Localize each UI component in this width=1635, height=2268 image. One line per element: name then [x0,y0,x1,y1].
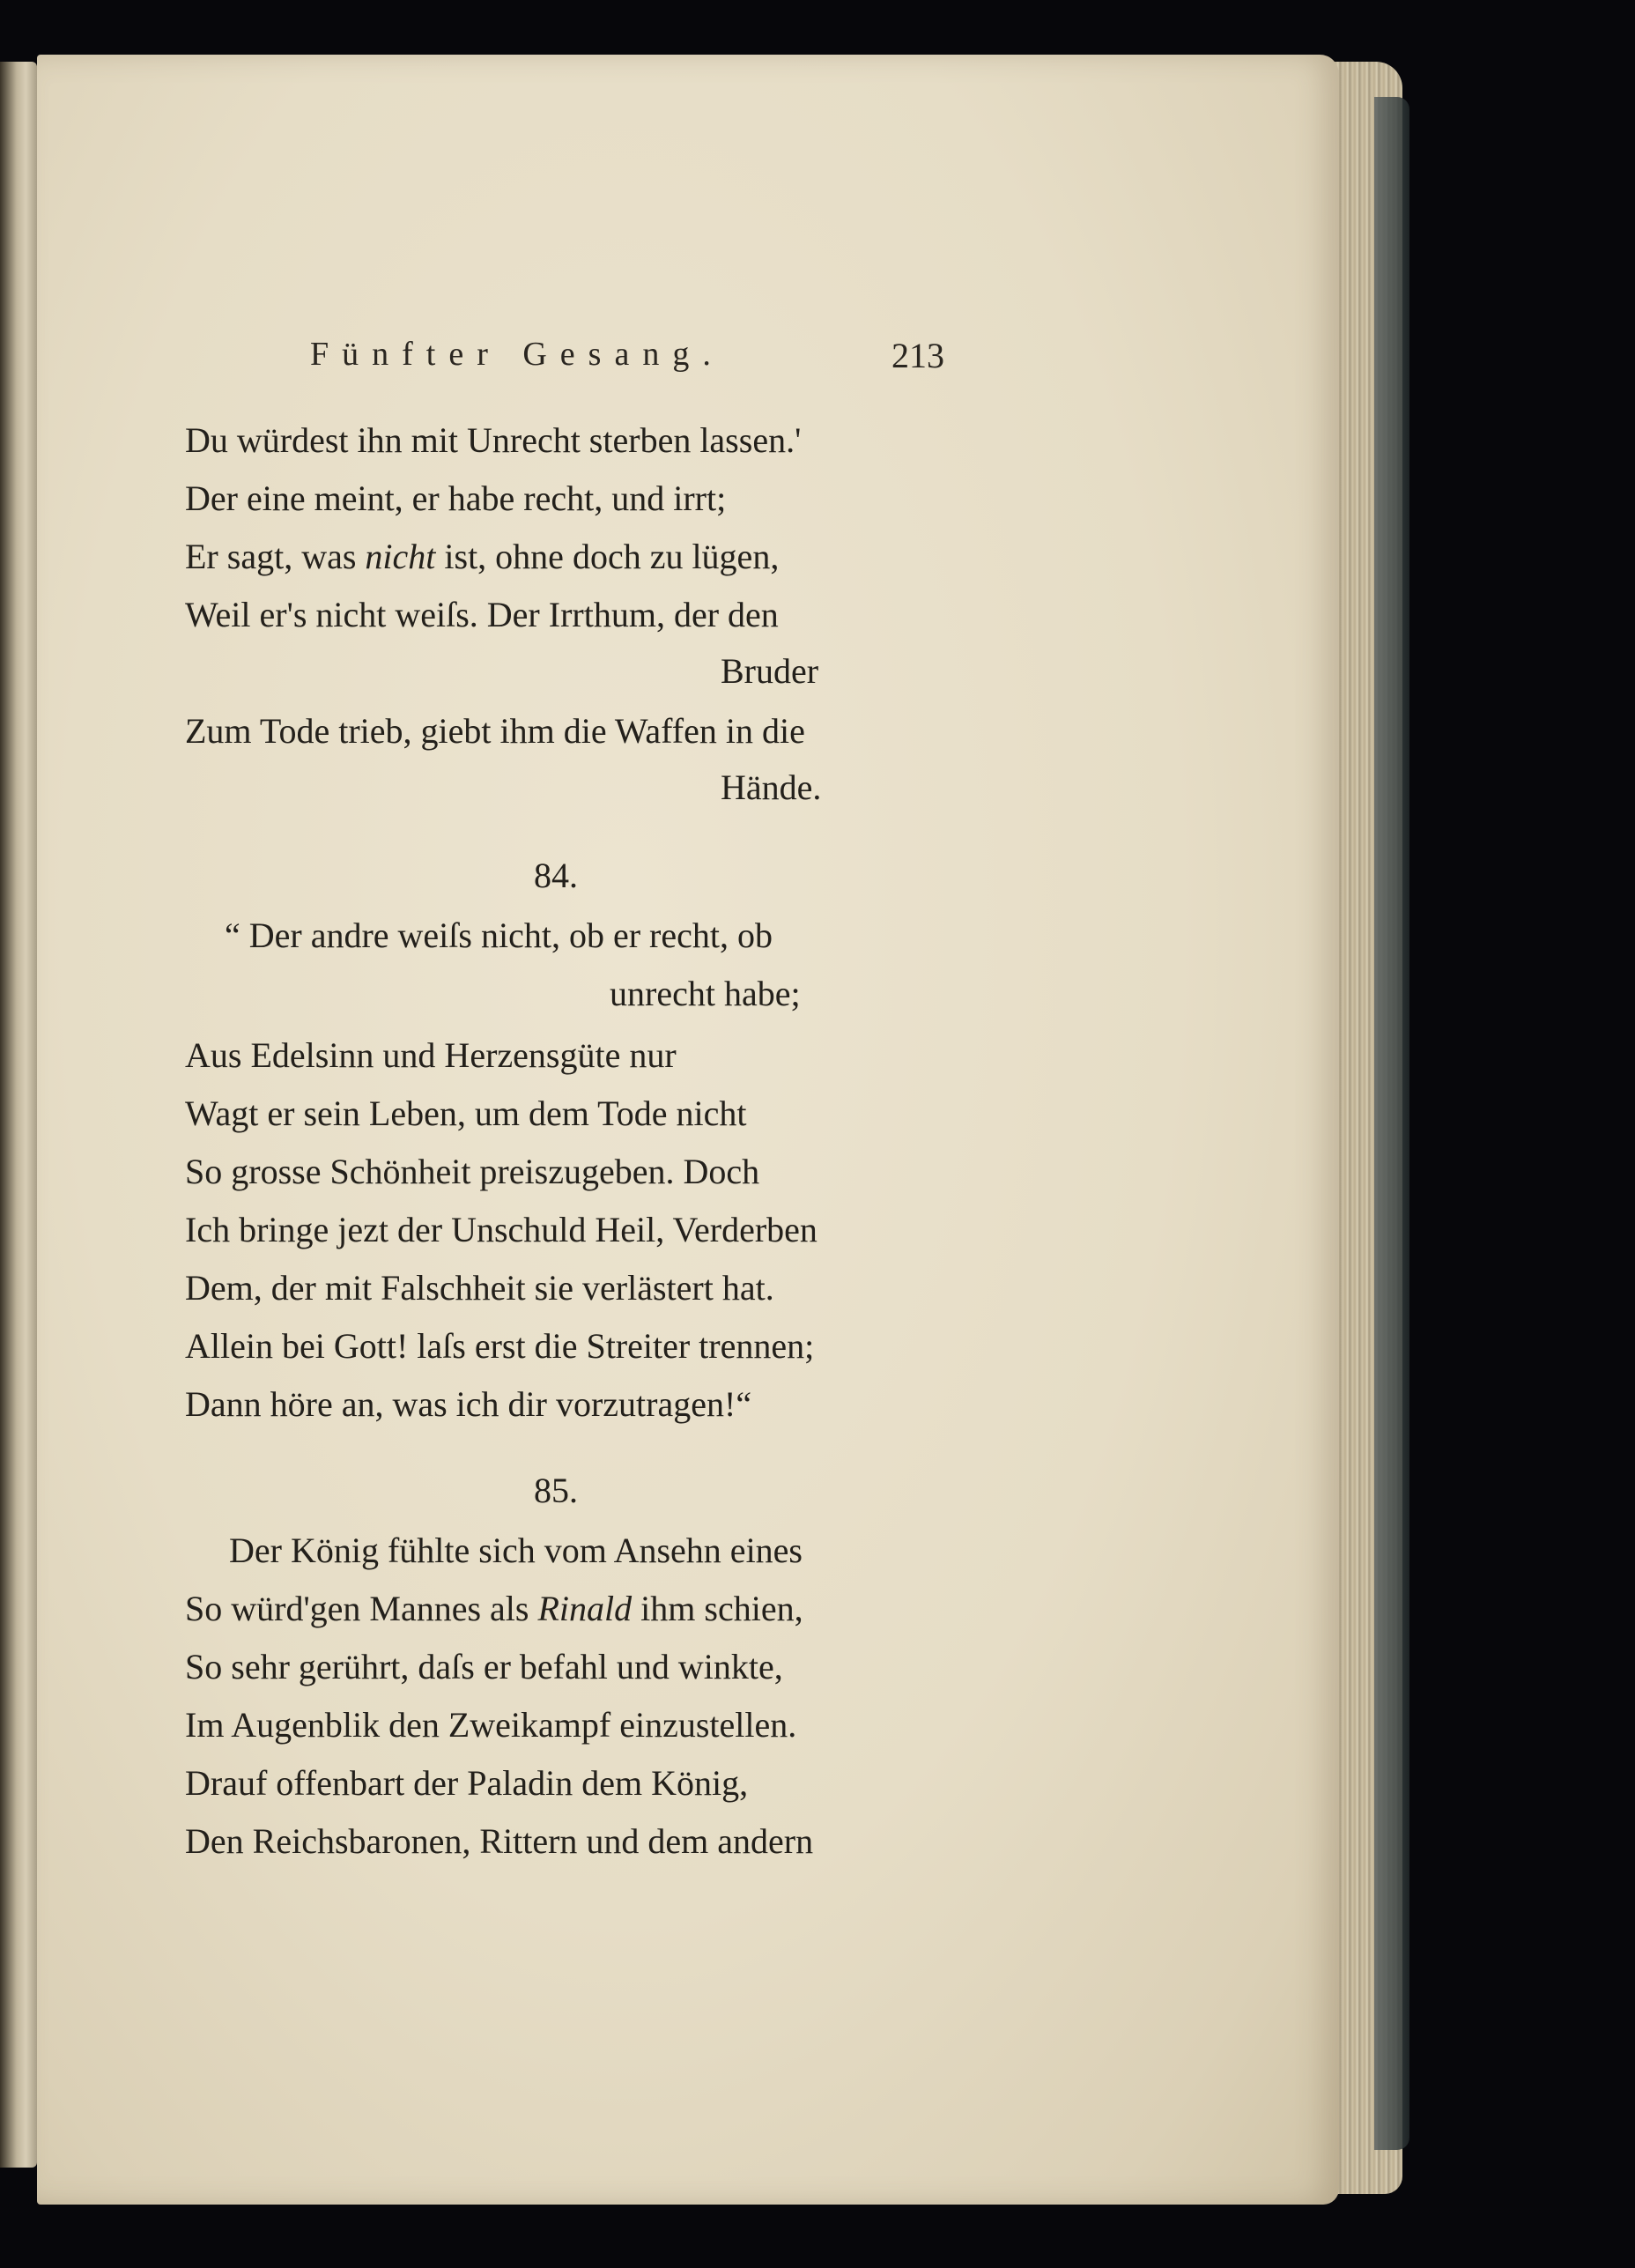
verse-line: Ich bringe jezt der Unschuld Heil, Verderben [185,1210,818,1249]
stanza-number: 85. [534,1471,578,1510]
verse-line: Wagt er sein Leben, um dem Tode nicht [185,1093,747,1133]
verse-line: Allein bei Gott! laſs erst die Streiter trennen; [185,1326,815,1366]
chapter-title: Fünfter Gesang. [310,336,724,373]
running-head [310,335,944,379]
verse-turnover: unrecht habe; [610,974,801,1013]
emphasis: Rinald [537,1589,633,1628]
verse-line: Im Augenblik den Zweikampf einzustellen. [185,1705,797,1745]
verse-turnover: Hände. [721,767,822,807]
verse-line: “ Der andre weiſs nicht, ob er recht, ob [225,915,773,955]
page-number: 213 [891,336,944,375]
book-page [37,55,1339,2205]
verse-line: Der eine meint, er habe recht, und irrt; [185,478,727,518]
stanza-number: 84. [534,856,578,895]
verse-line: Du würdest ihn mit Unrecht sterben lassen.' [185,420,802,460]
verse-line: Weil er's nicht weiſs. Der Irrthum, der den [185,595,779,634]
verse-line: Drauf offenbart der Paladin dem König, [185,1763,749,1803]
verse-line: Der König fühlte sich vom Ansehn eines [229,1531,803,1570]
book-fore-edge [1374,97,1409,2150]
verse-line: Zum Tode trieb, giebt ihm die Waffen in die [185,711,805,751]
verse-line: Dann höre an, was ich dir vorzutragen!“ [185,1384,752,1424]
verse-line: Den Reichsbaronen, Rittern und dem andern [185,1821,814,1861]
verse-line: So würd'gen Mannes als Rinald ihm schien, [185,1589,803,1628]
verse-line: So grosse Schönheit preiszugeben. Doch [185,1152,760,1191]
verse-line: So sehr gerührt, daſs er befahl und winkte, [185,1647,783,1686]
emphasis: nicht [365,537,436,576]
previous-page-edge [0,62,37,2168]
verse-turnover: Bruder [721,651,819,691]
verse-line: Dem, der mit Falschheit sie verlästert hat. [185,1268,774,1308]
verse-line: Aus Edelsinn und Herzensgüte nur [185,1035,677,1075]
verse-line: Er sagt, was nicht ist, ohne doch zu lügen, [185,537,780,576]
